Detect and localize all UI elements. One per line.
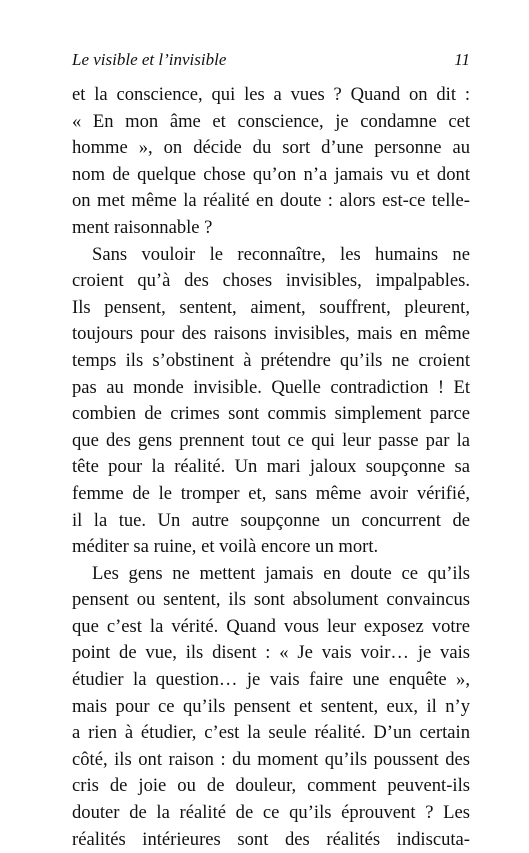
text-line: croient qu’à des choses invisibles, impalpables. [72, 270, 470, 292]
text-line: étudier la question… je vais faire une enquête », [72, 669, 470, 691]
text-line: « En mon âme et conscience, je condamne cet [72, 110, 470, 132]
text-line: Sans vouloir le reconnaître, les humains ne [92, 243, 470, 265]
paragraph [72, 561, 470, 853]
text-line: douter de la réalité de ce qu’ils éprouvent ? Les [72, 802, 470, 824]
text-line: nom de quelque chose qu’on n’a jamais vu et dont [72, 163, 470, 185]
text-line: femme de le tromper et, sans même avoir vérifié, [72, 482, 470, 504]
text-line: Les gens ne mettent jamais en doute ce qu’ils [92, 562, 470, 584]
text-line: combien de crimes sont commis simplement parce [72, 403, 470, 425]
page-number: 11 [454, 50, 470, 69]
text-line: on met même la réalité en doute : alors est-ce telle- [72, 190, 470, 212]
text-line: pas au monde invisible. Quelle contradiction ! Et [72, 376, 470, 398]
text-line: il la tue. Un autre soupçonne un concurrent de [72, 509, 470, 531]
text-line: a rien à étudier, c’est la seule réalité. D’un certain [72, 722, 470, 744]
text-line: que des gens prennent tout ce qui leur passe par la [72, 429, 470, 451]
paragraph [72, 242, 470, 561]
text-line: temps ils s’obstinent à prétendre qu’ils ne croient [72, 349, 470, 371]
text-line: homme », on décide du sort d’une personne au [72, 137, 470, 159]
text-line: que c’est la vérité. Quand vous leur exposez votre [72, 615, 470, 637]
body-text [72, 82, 470, 853]
text-line: réalités intérieures sont des réalités indiscuta- [72, 828, 470, 850]
text-line: Ils pensent, sentent, aiment, souffrent, pleurent, [72, 296, 470, 318]
text-line: cris de joie ou de douleur, comment peuvent-ils [72, 775, 470, 797]
text-line: côté, ils ont raison : du moment qu’ils poussent des [72, 748, 470, 770]
text-line: et la conscience, qui les a vues ? Quand on dit : [72, 84, 470, 105]
text-line: pensent ou sentent, ils sont absolument convaincus [72, 589, 470, 611]
chapter-title: Le visible et l’invisible [72, 50, 227, 69]
text-line: ment raisonnable ? [72, 216, 213, 238]
text-line: mais pour ce qu’ils pensent et sentent, eux, il n’y [72, 695, 470, 717]
text-line: méditer sa ruine, et voilà encore un mort. [72, 536, 379, 558]
text-line: point de vue, ils disent : « Je vais voir… je vais [72, 642, 470, 664]
paragraph [72, 82, 470, 242]
book-page [72, 50, 470, 853]
running-header [72, 50, 470, 70]
text-line: toujours pour des raisons invisibles, mais en même [72, 323, 470, 345]
text-line: tête pour la réalité. Un mari jaloux soupçonne sa [72, 456, 470, 478]
